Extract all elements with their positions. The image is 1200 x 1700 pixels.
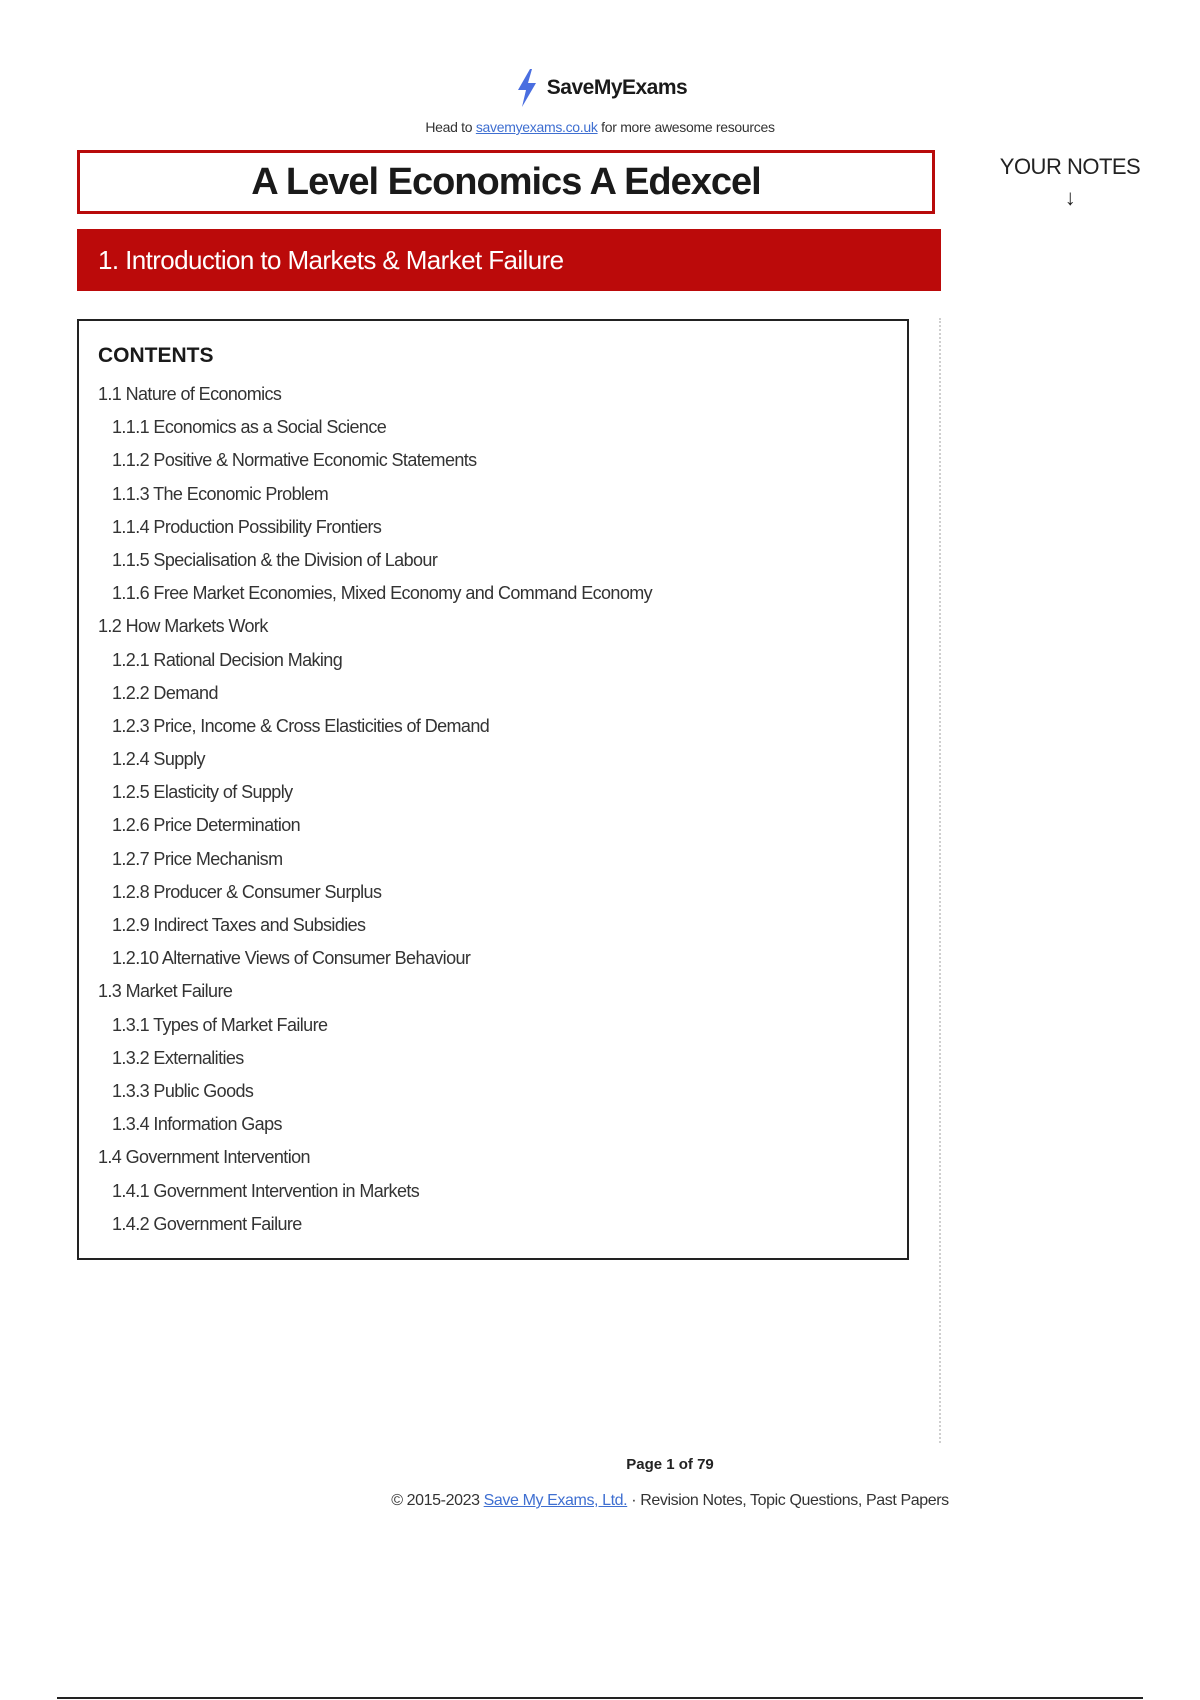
tagline-suffix: for more awesome resources [597,119,775,135]
contents-list [98,378,907,1241]
page-number: Page 1 of 79 [626,1456,714,1473]
site-link[interactable]: savemyexams.co.uk [475,119,598,135]
toc-subsection-item[interactable]: 1.1.1 Economics as a Social Science [112,417,387,438]
toc-section-item[interactable]: 1.1 Nature of Economics [98,384,282,404]
toc-subsection-item[interactable]: 1.1.3 The Economic Problem [112,483,329,504]
toc-subsection-item[interactable]: 1.2.8 Producer & Consumer Surplus [112,881,382,902]
copyright-prefix: © 2015-2023 [391,1492,484,1509]
your-notes-label [990,152,1150,214]
section-banner: 1. Introduction to Markets & Market Failure [77,229,941,291]
toc-subsection-item[interactable]: 1.1.6 Free Market Economies, Mixed Economy and Command Economy [112,583,653,604]
arrow-down-icon: ↓ [1064,184,1076,210]
toc-subsection-item[interactable]: 1.4.1 Government Intervention in Markets [112,1180,420,1201]
page-header [0,68,1200,135]
toc-subsection-item[interactable]: 1.2.6 Price Determination [112,815,301,836]
document-title-box [77,150,935,214]
bottom-rule [57,1697,1143,1699]
company-link[interactable]: Save My Exams, Ltd. [483,1492,628,1509]
brand-logo[interactable] [513,68,687,108]
toc-subsection-item[interactable]: 1.2.5 Elasticity of Supply [112,782,293,803]
toc-subsection-item[interactable]: 1.3.1 Types of Market Failure [112,1014,328,1035]
your-notes-text: YOUR NOTES [999,154,1141,179]
copyright-footer [0,1492,1200,1510]
tagline [0,119,1200,135]
contents-box [77,319,909,1260]
toc-subsection-item[interactable]: 1.2.9 Indirect Taxes and Subsidies [112,915,366,935]
toc-subsection-item[interactable]: 1.1.2 Positive & Normative Economic Statements [112,450,477,471]
copyright-suffix: · Revision Notes, Topic Questions, Past Papers [627,1492,949,1509]
toc-subsection-item[interactable]: 1.3.2 Externalities [112,1047,244,1068]
toc-subsection-item[interactable]: 1.2.2 Demand [112,682,218,703]
lightning-bolt-icon [513,68,541,108]
toc-subsection-item[interactable]: 1.2.3 Price, Income & Cross Elasticities of Demand [112,715,490,736]
notes-divider [939,318,941,1443]
toc-section-item[interactable]: 1.3 Market Failure [98,981,233,1002]
document-title: A Level Economics A Edexcel [251,160,761,203]
toc-subsection-item[interactable]: 1.2.10 Alternative Views of Consumer Behaviour [112,948,471,969]
toc-subsection-item[interactable]: 1.3.3 Public Goods [112,1080,254,1101]
toc-subsection-item[interactable]: 1.2.7 Price Mechanism [112,848,283,869]
toc-subsection-item[interactable]: 1.2.4 Supply [112,749,205,770]
brand-name: SaveMyExams [546,76,688,99]
toc-section-item[interactable]: 1.2 How Markets Work [98,616,268,637]
toc-subsection-item[interactable]: 1.1.4 Production Possibility Frontiers [112,516,382,537]
tagline-prefix: Head to [425,119,476,135]
toc-subsection-item[interactable]: 1.3.4 Information Gaps [112,1114,282,1135]
toc-subsection-item[interactable]: 1.2.1 Rational Decision Making [112,649,343,670]
contents-heading: CONTENTS [98,344,214,367]
toc-section-item[interactable]: 1.4 Government Intervention [98,1147,310,1168]
toc-subsection-item[interactable]: 1.4.2 Government Failure [112,1213,302,1234]
toc-subsection-item[interactable]: 1.1.5 Specialisation & the Division of Labour [112,549,438,570]
